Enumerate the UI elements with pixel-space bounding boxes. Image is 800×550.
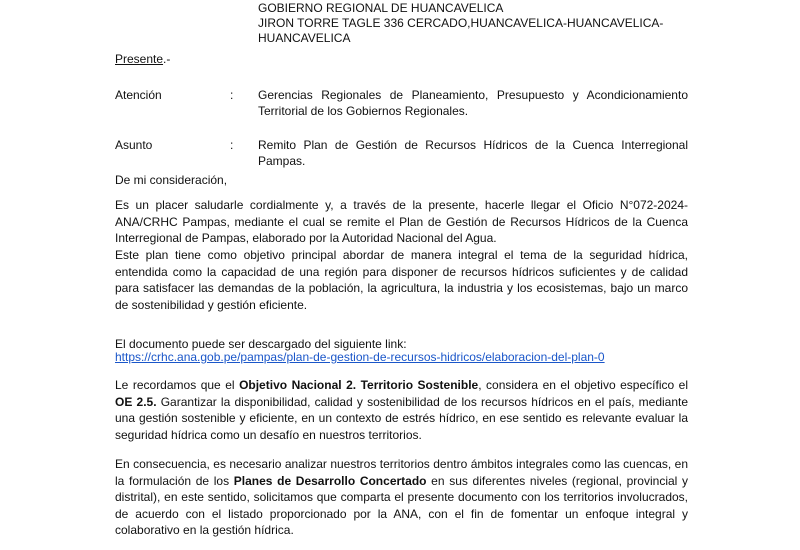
p4-planes-desarrollo: Planes de Desarrollo Concertado bbox=[233, 473, 427, 488]
p3-oe-code: OE 2.5. bbox=[115, 394, 157, 409]
paragraph-objetivo-nacional bbox=[115, 377, 688, 443]
download-text: El documento puede ser descargado del siguiente link: bbox=[115, 337, 407, 351]
addressee-line-1: GOBIERNO REGIONAL DE HUANCAVELICA bbox=[258, 1, 504, 15]
addressee-line-2: JIRON TORRE TAGLE 336 CERCADO,HUANCAVELICA-HUANCAVELICA- bbox=[258, 16, 664, 30]
download-link-wrapper bbox=[115, 350, 605, 364]
asunto-text: Remito Plan de Gestión de Recursos Hídricos de la Cuenca Interregional Pampas. bbox=[258, 138, 688, 168]
p3-text-c: , considera en el objetivo específico el bbox=[478, 378, 688, 392]
addressee-line-3: HUANCAVELICA bbox=[258, 31, 351, 45]
paragraph-consecuencia bbox=[115, 456, 688, 539]
atencion-label: Atención bbox=[115, 88, 162, 102]
presente-suffix: .- bbox=[163, 52, 171, 66]
paragraph-oficio: Es un placer saludarle cordialmente y, a través de la presente, hacerle llegar el Oficio N°072-2024-ANA/CRHC Pampas, mediante el cual se remite el Plan de Gestión de Recursos Hídricos de la Cuenca Interregional de Pampas, elaborado por la Autoridad Nacional del Agua. bbox=[115, 198, 688, 245]
atencion-text: Gerencias Regionales de Planeamiento, Presupuesto y Acondicionamiento Territorial de los Gobiernos Regionales. bbox=[258, 88, 688, 118]
asunto-colon: : bbox=[230, 138, 234, 152]
p4-text-c: en sus diferentes niveles (regional, provincial y distrital), en este sentido, solicitamos que comparta el presente documento con los territorios involucrados, de acuerdo con el listado proporcionado por la ANA, con el fin de fomentar un enfoque integral y colaborativo en la gestión hídrica. bbox=[115, 473, 688, 537]
download-link[interactable]: https://crhc.ana.gob.pe/pampas/plan-de-gestion-de-recursos-hidricos/elaboracion-del-plan-0 bbox=[115, 350, 605, 364]
p3-objetivo-nacional: Objetivo Nacional 2. Territorio Sostenible bbox=[239, 378, 479, 392]
p3-text-e: Garantizar la disponibilidad, calidad y sostenibilidad de los recursos hídricos en el país, mediante una gestión sostenible y eficiente, en un contexto de estrés hídrico, en ese sentido es relevante evaluar la seguridad hídrica como un desafío en nuestros territorios. bbox=[115, 394, 689, 442]
paragraph-plan-objective: Este plan tiene como objetivo principal abordar de manera integral el tema de la seguridad hídrica, entendida como la capacidad de una región para disponer de recursos hídricos suficientes y de calidad para satisfacer las demandas de la población, la agricultura, la industria y los ecosistemas, bajo un marco de sostenibilidad y gestión eficiente. bbox=[115, 248, 688, 312]
presente-heading bbox=[115, 52, 170, 66]
p4-text-a: En consecuencia, es necesario analizar nuestros territorios dentro ámbitos integrales como las cuencas, en la formulación de los bbox=[115, 457, 688, 488]
atencion-colon: : bbox=[230, 88, 234, 102]
presente-word: Presente bbox=[115, 52, 164, 66]
greeting: De mi consideración, bbox=[115, 173, 228, 187]
p3-text-a: Le recordamos que el bbox=[115, 378, 240, 392]
asunto-label: Asunto bbox=[115, 138, 153, 152]
